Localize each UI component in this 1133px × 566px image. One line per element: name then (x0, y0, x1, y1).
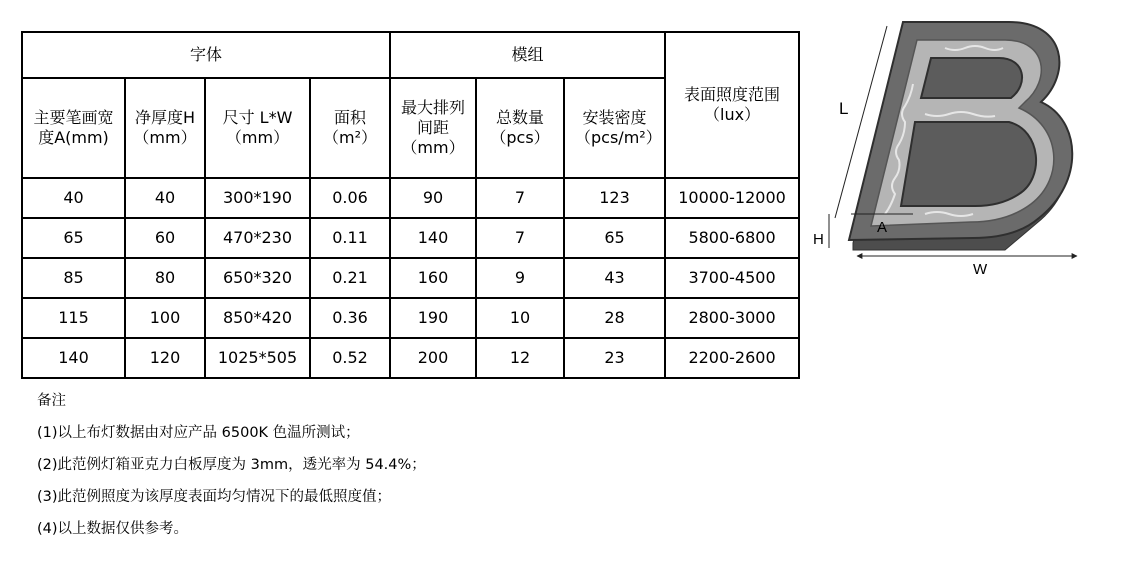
cell-size: 300*190 (205, 178, 310, 218)
table-row (22, 178, 799, 218)
cell-illuminance: 2200-2600 (665, 338, 799, 378)
note-item: (1)以上布灯数据由对应产品 6500K 色温所测试； (37, 425, 360, 441)
cell-illuminance: 5800-6800 (665, 218, 799, 258)
cell-area: 0.36 (310, 298, 390, 338)
note-item: (4)以上数据仅供参考。 (37, 521, 189, 537)
cell-size: 650*320 (205, 258, 310, 298)
col-header-quantity: 总数量（pcs） (476, 78, 564, 178)
cell-illuminance: 3700-4500 (665, 258, 799, 298)
cell-illuminance: 2800-3000 (665, 298, 799, 338)
col-header-density: 安装密度（pcs/m²） (564, 78, 665, 178)
table-row (22, 298, 799, 338)
cell-spacing: 90 (390, 178, 476, 218)
cell-spacing: 200 (390, 338, 476, 378)
letter-b-counter-upper (921, 58, 1022, 98)
dimension-l-label: L (839, 99, 849, 118)
col-header-spacing: 最大排列间距（mm） (390, 78, 476, 178)
cell-quantity: 7 (476, 218, 564, 258)
col-header-illuminance: 表面照度范围（lux） (665, 32, 799, 178)
notes-section (37, 385, 426, 545)
note-item: (2)此范例灯箱亚克力白板厚度为 3mm，透光率为 54.4%； (37, 457, 426, 473)
cell-size: 470*230 (205, 218, 310, 258)
cell-thickness: 40 (125, 178, 205, 218)
cell-stroke-width: 85 (22, 258, 125, 298)
cell-density: 28 (564, 298, 665, 338)
cell-spacing: 140 (390, 218, 476, 258)
note-item: (3)此范例照度为该厚度表面均匀情况下的最低照度值； (37, 489, 392, 505)
cell-stroke-width: 65 (22, 218, 125, 258)
cell-quantity: 12 (476, 338, 564, 378)
cell-density: 123 (564, 178, 665, 218)
cell-illuminance: 10000-12000 (665, 178, 799, 218)
table-row (22, 218, 799, 258)
table-row (22, 338, 799, 378)
cell-thickness: 80 (125, 258, 205, 298)
cell-size: 1025*505 (205, 338, 310, 378)
cell-spacing: 160 (390, 258, 476, 298)
dimension-h-label: H (813, 231, 824, 248)
col-header-thickness: 净厚度H（mm） (125, 78, 205, 178)
cell-density: 23 (564, 338, 665, 378)
cell-quantity: 7 (476, 178, 564, 218)
cell-area: 0.06 (310, 178, 390, 218)
notes-title: 备注 (37, 393, 66, 409)
cell-thickness: 100 (125, 298, 205, 338)
cell-area: 0.52 (310, 338, 390, 378)
cell-area: 0.21 (310, 258, 390, 298)
cell-density: 65 (564, 218, 665, 258)
group-module-header: 模组 (390, 32, 665, 78)
col-header-stroke-width: 主要笔画宽度A(mm) (22, 78, 125, 178)
group-font-header: 字体 (22, 32, 390, 78)
dimension-w-label: W (973, 261, 988, 278)
letter-b-diagram (805, 18, 1095, 283)
dimension-a-label: A (877, 219, 888, 236)
spec-table (21, 31, 800, 379)
letter-b-counter-lower (901, 122, 1036, 206)
cell-stroke-width: 115 (22, 298, 125, 338)
cell-thickness: 120 (125, 338, 205, 378)
table-row (22, 258, 799, 298)
col-header-area: 面积（m²） (310, 78, 390, 178)
cell-area: 0.11 (310, 218, 390, 258)
cell-spacing: 190 (390, 298, 476, 338)
cell-thickness: 60 (125, 218, 205, 258)
cell-stroke-width: 140 (22, 338, 125, 378)
cell-stroke-width: 40 (22, 178, 125, 218)
cell-quantity: 9 (476, 258, 564, 298)
cell-density: 43 (564, 258, 665, 298)
cell-quantity: 10 (476, 298, 564, 338)
cell-size: 850*420 (205, 298, 310, 338)
col-header-size: 尺寸 L*W（mm） (205, 78, 310, 178)
